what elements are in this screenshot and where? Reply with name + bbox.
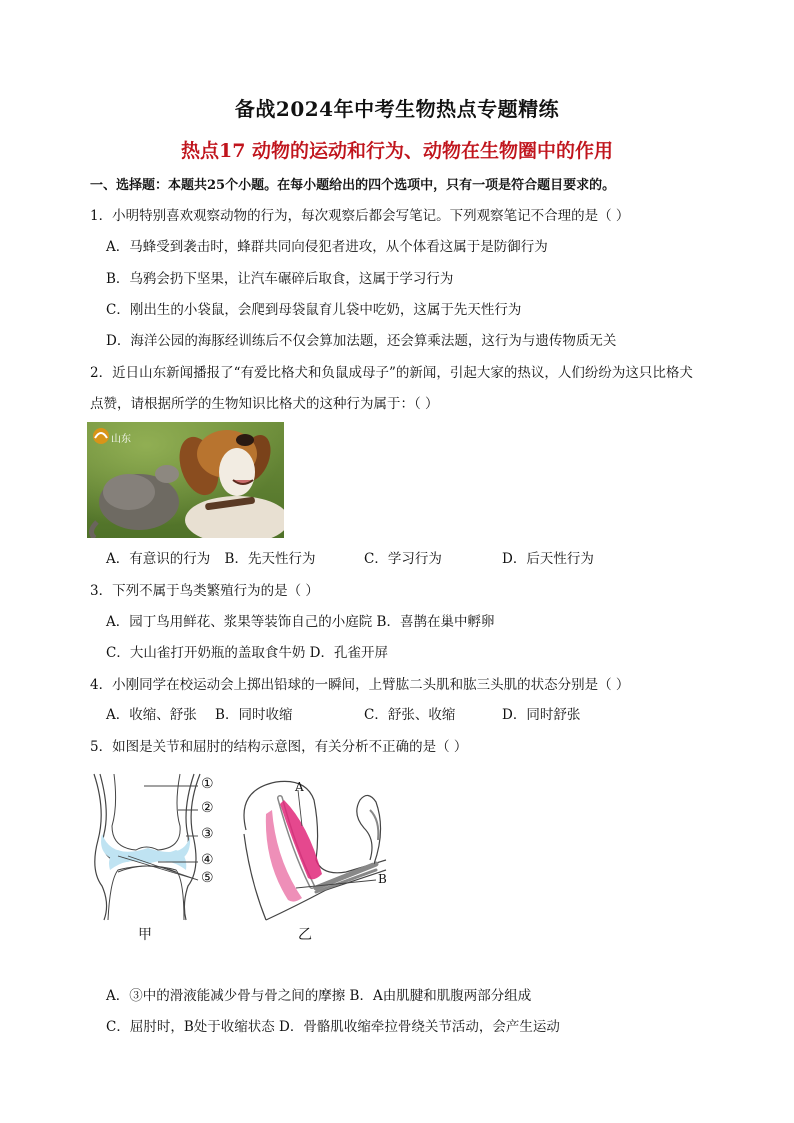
question-1-option-b: B．乌鸦会扔下坚果，让汽车碾碎后取食，这属于学习行为 bbox=[106, 271, 454, 287]
question-1-stem: 1．小明特别喜欢观察动物的行为，每次观察后都会写笔记。下列观察笔记不合理的是（ ） bbox=[90, 208, 630, 224]
page-title: 备战2024年中考生物热点专题精练 bbox=[234, 97, 560, 121]
question-4-option-c: C．舒张、收缩 bbox=[364, 707, 456, 723]
question-2-option-c: C．学习行为 bbox=[364, 551, 442, 567]
dog-and-opossum-photo bbox=[87, 422, 284, 538]
question-5-stem: 5．如图是关节和屈肘的结构示意图，有关分析不正确的是（ ） bbox=[90, 739, 468, 755]
arm-figure bbox=[244, 781, 386, 920]
label-5: ⑤ bbox=[201, 870, 214, 886]
question-5-options-row2: C．屈肘时，B处于收缩状态 D．骨骼肌收缩牵拉骨绕关节活动，会产生运动 bbox=[106, 1019, 560, 1035]
diagram-drawing bbox=[88, 770, 418, 948]
muscle-a-label: A bbox=[295, 780, 304, 794]
muscle-b-label: B bbox=[378, 872, 387, 886]
photo-illustration bbox=[87, 422, 284, 538]
question-3-options-row2: C．大山雀打开奶瓶的盖取食牛奶 D．孔雀开屏 bbox=[106, 645, 388, 661]
question-2-option-b: B．先天性行为 bbox=[224, 551, 316, 567]
joint-and-arm-diagram bbox=[88, 770, 418, 948]
label-1: ① bbox=[201, 776, 214, 792]
question-3-stem: 3．下列不属于鸟类繁殖行为的是（ ） bbox=[90, 583, 319, 599]
question-2-stem-line2: 点赞，请根据所学的生物知识比格犬的这种行为属于：（ ） bbox=[90, 396, 439, 412]
question-4-option-b: B．同时收缩 bbox=[215, 707, 293, 723]
question-4-options bbox=[106, 706, 581, 724]
figure-yi-label: 乙 bbox=[298, 927, 312, 943]
question-2-option-d: D．后天性行为 bbox=[502, 551, 594, 567]
question-1-option-d: D．海洋公园的海豚经训练后不仅会算加法题，还会算乘法题，这行为与遗传物质无关 bbox=[106, 333, 617, 349]
question-3-options-row1: A．园丁鸟用鲜花、浆果等装饰自己的小庭院 B．喜鹊在巢中孵卵 bbox=[106, 614, 495, 630]
label-3: ③ bbox=[201, 826, 214, 842]
question-2-stem-line1: 2．近日山东新闻播报了“有爱比格犬和负鼠成母子”的新闻，引起大家的热议，人们纷纷为这只比格犬 bbox=[90, 365, 693, 381]
question-1-option-c: C．刚出生的小袋鼠，会爬到母袋鼠育儿袋中吃奶，这属于先天性行为 bbox=[106, 302, 522, 318]
question-5-options-row1: A．③中的滑液能减少骨与骨之间的摩擦 B．A由肌腱和肌腹两部分组成 bbox=[106, 988, 532, 1004]
question-4-option-d: D．同时舒张 bbox=[502, 707, 581, 723]
tv-logo-text: 山东 bbox=[111, 434, 131, 445]
page-subtitle: 热点17 动物的运动和行为、动物在生物圈中的作用 bbox=[180, 140, 614, 162]
question-4-option-a: A．收缩、舒张 bbox=[106, 707, 197, 723]
question-4-stem: 4．小刚同学在校运动会上掷出铅球的一瞬间，上臂肱二头肌和肱三头肌的状态分别是（ ） bbox=[90, 677, 630, 693]
question-2-option-a: A．有意识的行为 bbox=[106, 551, 211, 567]
label-4: ④ bbox=[201, 852, 214, 868]
joint-figure bbox=[94, 774, 200, 920]
section-heading: 一、选择题：本题共25个小题。在每小题给出的四个选项中，只有一项是符合题目要求的。 bbox=[90, 178, 616, 193]
figure-jia-label: 甲 bbox=[138, 927, 152, 943]
label-2: ② bbox=[201, 800, 214, 816]
question-1-option-a: A．马蜂受到袭击时，蜂群共同向侵犯者进攻，从个体看这属于是防御行为 bbox=[106, 239, 548, 255]
question-2-options bbox=[106, 550, 594, 568]
